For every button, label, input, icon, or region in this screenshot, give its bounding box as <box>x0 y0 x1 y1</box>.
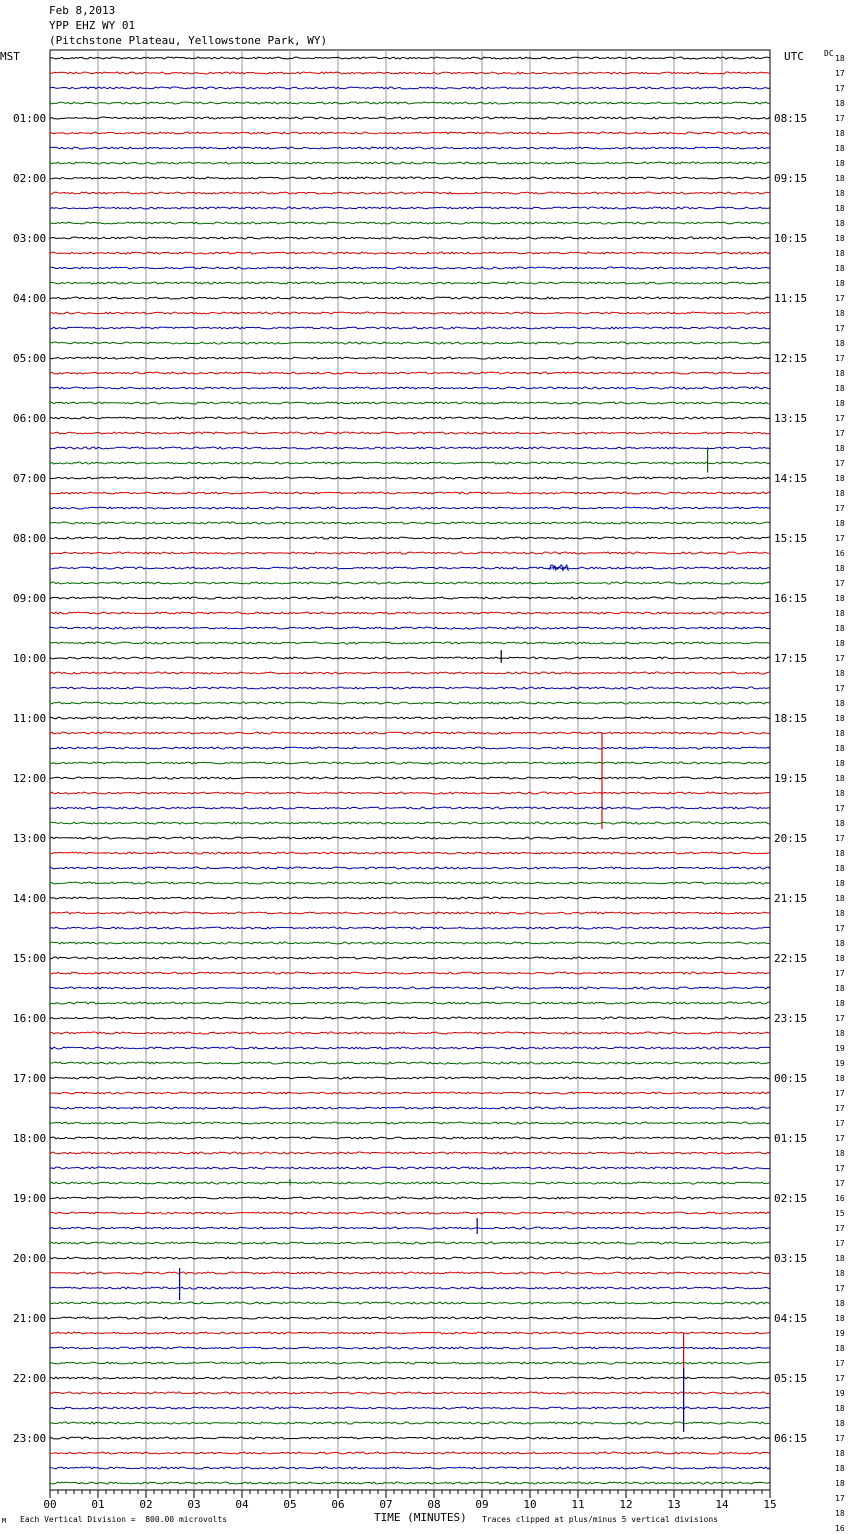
dc-offset-value: 18 <box>835 819 845 828</box>
dc-offset-value: 16 <box>835 549 845 558</box>
trace-row <box>50 432 770 434</box>
dc-offset-value: 18 <box>835 519 845 528</box>
trace-row <box>50 867 770 869</box>
trace-row <box>50 777 770 779</box>
utc-hour-label: 16:15 <box>774 592 808 605</box>
dc-offset-value: 18 <box>835 369 845 378</box>
trace-row <box>50 1047 770 1049</box>
dc-offset-value: 18 <box>835 789 845 798</box>
x-tick-label: 06 <box>331 1498 345 1511</box>
dc-offset-value: 17 <box>835 1164 845 1173</box>
trace-row <box>50 1452 770 1454</box>
dc-offset-value: 18 <box>835 309 845 318</box>
utc-hour-label: 03:15 <box>774 1252 808 1265</box>
trace-row <box>50 1362 770 1364</box>
dc-offset-value: 19 <box>835 1389 845 1398</box>
dc-offset-value: 17 <box>835 84 845 93</box>
dc-offset-value: 18 <box>835 564 845 573</box>
dc-offset-value: 18 <box>835 279 845 288</box>
dc-offset-value: 18 <box>835 954 845 963</box>
trace-row <box>50 87 770 89</box>
dc-offset-value: 17 <box>835 684 845 693</box>
dc-offset-value: 18 <box>835 894 845 903</box>
dc-offset-value: 18 <box>835 864 845 873</box>
dc-offset-value: 16 <box>835 1194 845 1203</box>
mst-hour-label: 13:00 <box>13 832 47 845</box>
dc-offset-value: 17 <box>835 459 845 468</box>
dc-offset-value: 17 <box>835 414 845 423</box>
dc-offset-value: 17 <box>835 324 845 333</box>
left-timezone-label: MST <box>0 50 20 63</box>
dc-offset-value: 16 <box>835 1524 845 1533</box>
mst-hour-label: 05:00 <box>13 352 47 365</box>
dc-offset-value: 17 <box>835 1014 845 1023</box>
dc-offset-value: 17 <box>835 1089 845 1098</box>
utc-hour-label: 11:15 <box>774 292 808 305</box>
dc-offset-value: 17 <box>835 1494 845 1503</box>
trace-row <box>50 1377 770 1379</box>
dc-offset-value: 17 <box>835 924 845 933</box>
dc-offset-value: 18 <box>835 1479 845 1488</box>
dc-offset-value: 18 <box>835 1074 845 1083</box>
trace-row <box>50 237 770 239</box>
dc-offset-value: 18 <box>835 1029 845 1038</box>
trace-row <box>50 102 770 104</box>
mst-hour-label: 20:00 <box>13 1252 47 1265</box>
chart-location: (Pitchstone Plateau, Yellowstone Park, WY) <box>49 34 328 47</box>
utc-hour-label: 18:15 <box>774 712 808 725</box>
dc-offset-value: 18 <box>835 939 845 948</box>
trace-row <box>50 642 770 644</box>
trace-row <box>50 1392 770 1394</box>
dc-offset-value: 18 <box>835 639 845 648</box>
trace-row <box>50 702 770 704</box>
dc-offset-value: 19 <box>835 1044 845 1053</box>
dc-offset-value: 18 <box>835 144 845 153</box>
trace-row <box>50 147 770 149</box>
dc-offset-value: 15 <box>835 1209 845 1218</box>
trace-row <box>50 1347 770 1349</box>
x-tick-label: 04 <box>235 1498 249 1511</box>
mst-hour-label: 17:00 <box>13 1072 47 1085</box>
trace-row <box>50 1077 770 1079</box>
mst-hour-label: 07:00 <box>13 472 47 485</box>
dc-offset-value: 17 <box>835 354 845 363</box>
dc-offset-value: 17 <box>835 504 845 513</box>
mst-hour-label: 09:00 <box>13 592 47 605</box>
mst-hour-label: 11:00 <box>13 712 47 725</box>
trace-row <box>50 672 770 674</box>
mst-hour-label: 22:00 <box>13 1372 47 1385</box>
dc-label: DC <box>824 49 834 58</box>
dc-offset-value: 18 <box>835 189 845 198</box>
dc-offset-value: 18 <box>835 774 845 783</box>
dc-offset-value: 18 <box>835 729 845 738</box>
dc-offset-value: 18 <box>835 699 845 708</box>
trace-row <box>50 1167 770 1169</box>
trace-row <box>50 1272 770 1274</box>
utc-hour-label: 09:15 <box>774 172 808 185</box>
trace-row <box>50 597 770 599</box>
dc-offset-value: 18 <box>835 204 845 213</box>
mst-hour-label: 16:00 <box>13 1012 47 1025</box>
utc-hour-label: 12:15 <box>774 352 808 365</box>
dc-offset-value: 18 <box>835 1149 845 1158</box>
dc-offset-value: 18 <box>835 849 845 858</box>
trace-row <box>50 192 770 194</box>
dc-offset-value: 18 <box>835 759 845 768</box>
utc-hour-label: 10:15 <box>774 232 808 245</box>
trace-row <box>50 957 770 959</box>
trace-row <box>50 567 770 569</box>
dc-offset-value: 18 <box>835 909 845 918</box>
dc-offset-value: 18 <box>835 474 845 483</box>
dc-offset-value: 18 <box>835 984 845 993</box>
trace-row <box>50 1062 770 1064</box>
trace-row <box>50 837 770 839</box>
trace-row <box>50 72 770 74</box>
trace-row <box>50 447 770 449</box>
utc-hour-label: 05:15 <box>774 1372 808 1385</box>
mst-hour-label: 08:00 <box>13 532 47 545</box>
trace-row <box>50 1092 770 1094</box>
trace-row <box>50 1212 770 1214</box>
trace-row <box>50 372 770 374</box>
dc-offset-value: 18 <box>835 219 845 228</box>
mst-hour-label: 23:00 <box>13 1432 47 1445</box>
trace-row <box>50 357 770 359</box>
dc-offset-value: 18 <box>835 1299 845 1308</box>
dc-offset-value: 19 <box>835 1329 845 1338</box>
trace-row <box>50 417 770 419</box>
clip-note: Traces clipped at plus/minus 5 vertical divisions <box>482 1515 719 1524</box>
trace-row <box>50 627 770 629</box>
dc-offset-value: 18 <box>835 54 845 63</box>
x-tick-label: 14 <box>715 1498 729 1511</box>
dc-offset-value: 18 <box>835 1254 845 1263</box>
trace-row <box>50 807 770 809</box>
dc-offset-value: 18 <box>835 264 845 273</box>
x-tick-label: 11 <box>571 1498 585 1511</box>
x-tick-label: 10 <box>523 1498 537 1511</box>
x-tick-label: 03 <box>187 1498 201 1511</box>
dc-offset-value: 19 <box>835 1059 845 1068</box>
dc-offset-value: 18 <box>835 339 845 348</box>
trace-row <box>50 1467 770 1469</box>
mst-hour-label: 21:00 <box>13 1312 47 1325</box>
trace-row <box>50 387 770 389</box>
utc-hour-label: 14:15 <box>774 472 808 485</box>
chart-date: Feb 8,2013 <box>49 4 116 17</box>
dc-offset-value: 18 <box>835 129 845 138</box>
mst-hour-label: 04:00 <box>13 292 47 305</box>
mst-hour-label: 10:00 <box>13 652 47 665</box>
dc-offset-value: 18 <box>835 99 845 108</box>
mst-hour-label: 14:00 <box>13 892 47 905</box>
mst-hour-label: 15:00 <box>13 952 47 965</box>
trace-row <box>50 462 770 464</box>
utc-hour-label: 22:15 <box>774 952 808 965</box>
dc-offset-value: 17 <box>835 1179 845 1188</box>
plot-frame <box>50 50 770 1490</box>
utc-hour-label: 01:15 <box>774 1132 808 1145</box>
x-tick-label: 08 <box>427 1498 441 1511</box>
x-tick-label: 02 <box>139 1498 153 1511</box>
trace-row <box>50 342 770 344</box>
trace-row <box>50 1287 770 1289</box>
dc-offset-value: 18 <box>835 1449 845 1458</box>
dc-offset-value: 18 <box>835 489 845 498</box>
trace-row <box>50 657 770 659</box>
trace-row <box>50 402 770 404</box>
trace-row <box>50 1332 770 1334</box>
dc-offset-value: 18 <box>835 1464 845 1473</box>
x-tick-label: 05 <box>283 1498 297 1511</box>
utc-hour-label: 02:15 <box>774 1192 808 1205</box>
trace-row <box>50 582 770 584</box>
trace-row <box>50 267 770 269</box>
trace-row <box>50 1407 770 1409</box>
trace-row <box>50 492 770 494</box>
trace-row <box>50 552 770 554</box>
utc-hour-label: 08:15 <box>774 112 808 125</box>
x-tick-label: 00 <box>43 1498 57 1511</box>
trace-row <box>50 897 770 899</box>
trace-row <box>50 1257 770 1259</box>
utc-hour-label: 19:15 <box>774 772 808 785</box>
dc-offset-value: 17 <box>835 1359 845 1368</box>
trace-row <box>50 1437 770 1439</box>
x-tick-label: 13 <box>667 1498 681 1511</box>
dc-offset-value: 18 <box>835 999 845 1008</box>
trace-row <box>50 297 770 299</box>
trace-row <box>50 612 770 614</box>
trace-row <box>50 912 770 914</box>
mst-hour-label: 03:00 <box>13 232 47 245</box>
trace-row <box>50 57 770 59</box>
trace-row <box>50 1482 770 1484</box>
dc-offset-value: 18 <box>835 609 845 618</box>
dc-offset-value: 17 <box>835 1119 845 1128</box>
trace-row <box>50 522 770 524</box>
trace-row <box>50 942 770 944</box>
utc-hour-label: 21:15 <box>774 892 808 905</box>
dc-offset-value: 17 <box>835 1134 845 1143</box>
mst-hour-label: 19:00 <box>13 1192 47 1205</box>
dc-offset-value: 17 <box>835 579 845 588</box>
trace-row <box>50 507 770 509</box>
dc-offset-value: 18 <box>835 1269 845 1278</box>
x-tick-label: 01 <box>91 1498 105 1511</box>
trace-row <box>50 762 770 764</box>
trace-row <box>50 1122 770 1124</box>
trace-row <box>50 792 770 794</box>
dc-offset-value: 18 <box>835 384 845 393</box>
dc-offset-value: 17 <box>835 654 845 663</box>
utc-hour-label: 20:15 <box>774 832 808 845</box>
dc-offset-value: 18 <box>835 234 845 243</box>
trace-row <box>50 222 770 224</box>
dc-offset-value: 18 <box>835 174 845 183</box>
trace-row <box>50 312 770 314</box>
mst-hour-label: 01:00 <box>13 112 47 125</box>
mst-hour-label: 18:00 <box>13 1132 47 1145</box>
utc-hour-label: 23:15 <box>774 1012 808 1025</box>
dc-offset-value: 17 <box>835 834 845 843</box>
utc-hour-label: 17:15 <box>774 652 808 665</box>
dc-offset-value: 17 <box>835 1239 845 1248</box>
dc-offset-value: 18 <box>835 1404 845 1413</box>
trace-row <box>50 1227 770 1229</box>
trace-row <box>50 1137 770 1139</box>
trace-row <box>50 537 770 539</box>
trace-row <box>50 207 770 209</box>
utc-hour-label: 00:15 <box>774 1072 808 1085</box>
dc-offset-value: 17 <box>835 114 845 123</box>
dc-offset-value: 18 <box>835 624 845 633</box>
trace-row <box>50 1152 770 1154</box>
trace-row <box>50 1242 770 1244</box>
dc-offset-value: 17 <box>835 1434 845 1443</box>
dc-offset-value: 17 <box>835 534 845 543</box>
trace-row <box>50 1032 770 1034</box>
utc-hour-label: 04:15 <box>774 1312 808 1325</box>
trace-row <box>50 117 770 119</box>
dc-offset-value: 18 <box>835 714 845 723</box>
trace-row <box>50 1422 770 1424</box>
trace-row <box>50 1002 770 1004</box>
right-timezone-label: UTC <box>784 50 804 63</box>
mst-hour-label: 12:00 <box>13 772 47 785</box>
dc-offset-value: 18 <box>835 399 845 408</box>
trace-row <box>50 1302 770 1304</box>
trace-row <box>50 717 770 719</box>
x-tick-label: 12 <box>619 1498 633 1511</box>
x-tick-label: 07 <box>379 1498 393 1511</box>
division-note: Each Vertical Division = 800.00 microvolts <box>20 1515 228 1524</box>
trace-row <box>50 477 770 479</box>
x-tick-label: 15 <box>763 1498 777 1511</box>
trace-row <box>50 1317 770 1319</box>
trace-row <box>50 972 770 974</box>
x-tick-label: 09 <box>475 1498 489 1511</box>
dc-offset-value: 18 <box>835 444 845 453</box>
dc-offset-value: 18 <box>835 159 845 168</box>
trace-row <box>50 282 770 284</box>
chart-station: YPP EHZ WY 01 <box>49 19 136 32</box>
dc-offset-value: 17 <box>835 294 845 303</box>
utc-hour-label: 13:15 <box>774 412 808 425</box>
dc-offset-value: 17 <box>835 804 845 813</box>
dc-offset-value: 17 <box>835 1104 845 1113</box>
corner-mark: M <box>2 1517 7 1525</box>
trace-row <box>50 1182 770 1184</box>
mst-hour-label: 06:00 <box>13 412 47 425</box>
trace-row <box>50 162 770 164</box>
dc-offset-value: 18 <box>835 1419 845 1428</box>
trace-row <box>50 327 770 329</box>
trace-row <box>50 687 770 689</box>
trace-row <box>50 1017 770 1019</box>
x-axis-title: TIME (MINUTES) <box>374 1511 467 1524</box>
dc-offset-value: 18 <box>835 669 845 678</box>
trace-row <box>50 252 770 254</box>
trace-row <box>50 747 770 749</box>
dc-offset-value: 18 <box>835 744 845 753</box>
trace-row <box>50 177 770 179</box>
utc-hour-label: 06:15 <box>774 1432 808 1445</box>
trace-row <box>50 132 770 134</box>
trace-row <box>50 1197 770 1199</box>
dc-offset-value: 17 <box>835 1224 845 1233</box>
mst-hour-label: 02:00 <box>13 172 47 185</box>
trace-row <box>50 882 770 884</box>
dc-offset-value: 17 <box>835 1374 845 1383</box>
trace-row <box>50 987 770 989</box>
dc-offset-value: 18 <box>835 1344 845 1353</box>
trace-row <box>50 732 770 734</box>
dc-offset-value: 17 <box>835 429 845 438</box>
dc-offset-value: 18 <box>835 249 845 258</box>
dc-offset-value: 17 <box>835 69 845 78</box>
dc-offset-value: 17 <box>835 969 845 978</box>
dc-offset-value: 18 <box>835 1509 845 1518</box>
utc-hour-label: 15:15 <box>774 532 808 545</box>
dc-offset-value: 18 <box>835 594 845 603</box>
trace-row <box>50 927 770 929</box>
dc-offset-value: 17 <box>835 1284 845 1293</box>
trace-row <box>50 822 770 824</box>
trace-row <box>50 1107 770 1109</box>
dc-offset-value: 18 <box>835 1314 845 1323</box>
trace-row <box>50 852 770 854</box>
dc-offset-value: 18 <box>835 879 845 888</box>
